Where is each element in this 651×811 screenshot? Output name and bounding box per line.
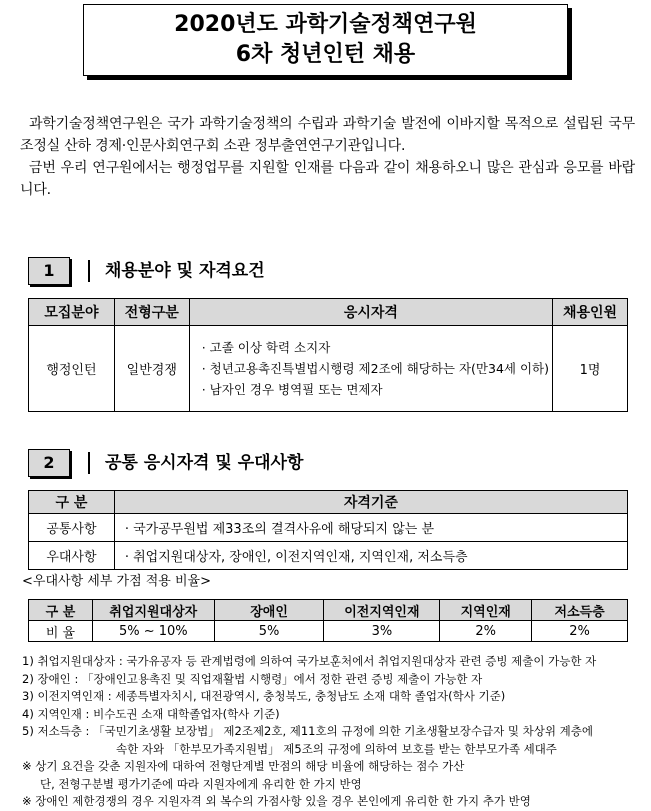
section-divider (88, 260, 90, 282)
bonus-cell: 5% (214, 621, 324, 642)
requirements-table (28, 298, 628, 412)
table-row (29, 542, 628, 570)
bonus-header: 구 분 (29, 600, 93, 621)
footnote: ※ 상기 요건을 갖춘 지원자에 대하여 전형단계별 만점의 해당 비율에 해당하는 점수 가산 (22, 759, 465, 773)
bonus-header: 저소득층 (532, 600, 628, 621)
qualification-cell (189, 326, 552, 412)
header-category: 구 분 (29, 491, 115, 514)
field-cell: 행정인턴 (29, 326, 115, 412)
qualification-item: · 남자인 경우 병역필 또는 면제자 (201, 382, 383, 397)
section-divider (88, 452, 90, 474)
header-qualification: 응시자격 (189, 299, 552, 326)
title-box (83, 4, 568, 76)
common-criteria-table (28, 490, 628, 570)
bonus-cell: 2% (440, 621, 532, 642)
intro (20, 113, 635, 201)
table-row (29, 621, 628, 642)
section-1-number: 1 (28, 257, 70, 285)
category-cell: 공통사항 (29, 514, 115, 542)
section-2-number: 2 (28, 449, 70, 477)
footnote: 2) 장애인 : 「장애인고용촉진 및 직업재활법 시행령」에서 정한 관련 증빙 제출이 가능한 자 (22, 671, 483, 686)
footnote: 5) 저소득층 : 「국민기초생활 보장법」 제2조제2호, 제11호의 규정에 의한 기초생활보장수급자 및 차상위 계층에 (22, 724, 593, 738)
table-row (29, 514, 628, 542)
header-count: 채용인원 (553, 299, 628, 326)
header-criteria: 자격기준 (114, 491, 627, 514)
bonus-cell: 비 율 (29, 621, 93, 642)
section-2-title: 공통 응시자격 및 우대사항 (105, 453, 304, 473)
footnote: 1) 취업지원대상자 : 국가유공자 등 관계법령에 의하여 국가보훈처에서 취업지원대상자 관련 증빙 제출이 가능한 자 (22, 654, 597, 668)
type-cell: 일반경쟁 (114, 326, 189, 412)
footnote: 속한 자와 「한부모가족지원법」 제5조의 규정에 의하여 보호를 받는 한부모가족 세대주 (116, 741, 557, 756)
criteria-cell: · 취업지원대상자, 장애인, 이전지역인재, 지역인재, 저소득층 (114, 542, 627, 570)
intro-paragraph-1: 과학기술정책연구원은 국가 과학기술정책의 수립과 과학기술 발전에 이바지할 목적으로 설립된 국무조정실 산하 경제·인문사회연구회 소관 정부출연연구기관입니다. (20, 116, 635, 154)
section-1-title: 채용분야 및 자격요건 (105, 261, 265, 281)
bonus-header: 취업지원대상자 (92, 600, 214, 621)
intro-paragraph-2: 금번 우리 연구원에서는 행정업무를 지원할 인재를 다음과 같이 채용하오니 많은 관심과 응모를 바랍니다. (20, 160, 635, 198)
section-1-header (28, 257, 628, 285)
bonus-cell: 5% ~ 10% (92, 621, 214, 642)
footnote: 3) 이전지역인재 : 세종특별자치시, 대전광역시, 충청북도, 충청남도 소재 대학 졸업자(학사 기준) (22, 689, 506, 703)
bonus-header: 장애인 (214, 600, 324, 621)
qualification-item: · 청년고용촉진특별법시행령 제2조에 해당하는 자(만34세 이하) (201, 361, 549, 376)
criteria-cell: · 국가공무원법 제33조의 결격사유에 해당되지 않는 분 (114, 514, 627, 542)
qualification-item: · 고졸 이상 학력 소지자 (201, 340, 331, 355)
page-subtitle: 6차 청년인턴 채용 (235, 42, 416, 67)
footnote: 단, 전형구분별 평가기준에 따라 지원자에게 유리한 한 가지 반영 (40, 776, 362, 791)
bonus-header: 이전지역인재 (324, 600, 440, 621)
footnote: ※ 장애인 제한경쟁의 경우 지원자격 외 복수의 가점사항 있을 경우 본인에게 유리한 한 가지 추가 반영 (22, 794, 531, 808)
footnotes (22, 653, 642, 811)
header-field: 모집분야 (29, 299, 115, 326)
section-2-header (28, 449, 628, 477)
header-type: 전형구분 (114, 299, 189, 326)
bonus-ratio-table (28, 599, 628, 642)
bonus-table-caption: <우대사항 세부 가점 적용 비율> (22, 574, 212, 589)
table-row (29, 326, 628, 412)
bonus-header: 지역인재 (440, 600, 532, 621)
count-cell: 1명 (553, 326, 628, 412)
bonus-cell: 2% (532, 621, 628, 642)
page-title: 2020년도 과학기술정책연구원 (174, 12, 477, 37)
bonus-cell: 3% (324, 621, 440, 642)
category-cell: 우대사항 (29, 542, 115, 570)
footnote: 4) 지역인재 : 비수도권 소재 대학졸업자(학사 기준) (22, 706, 280, 721)
